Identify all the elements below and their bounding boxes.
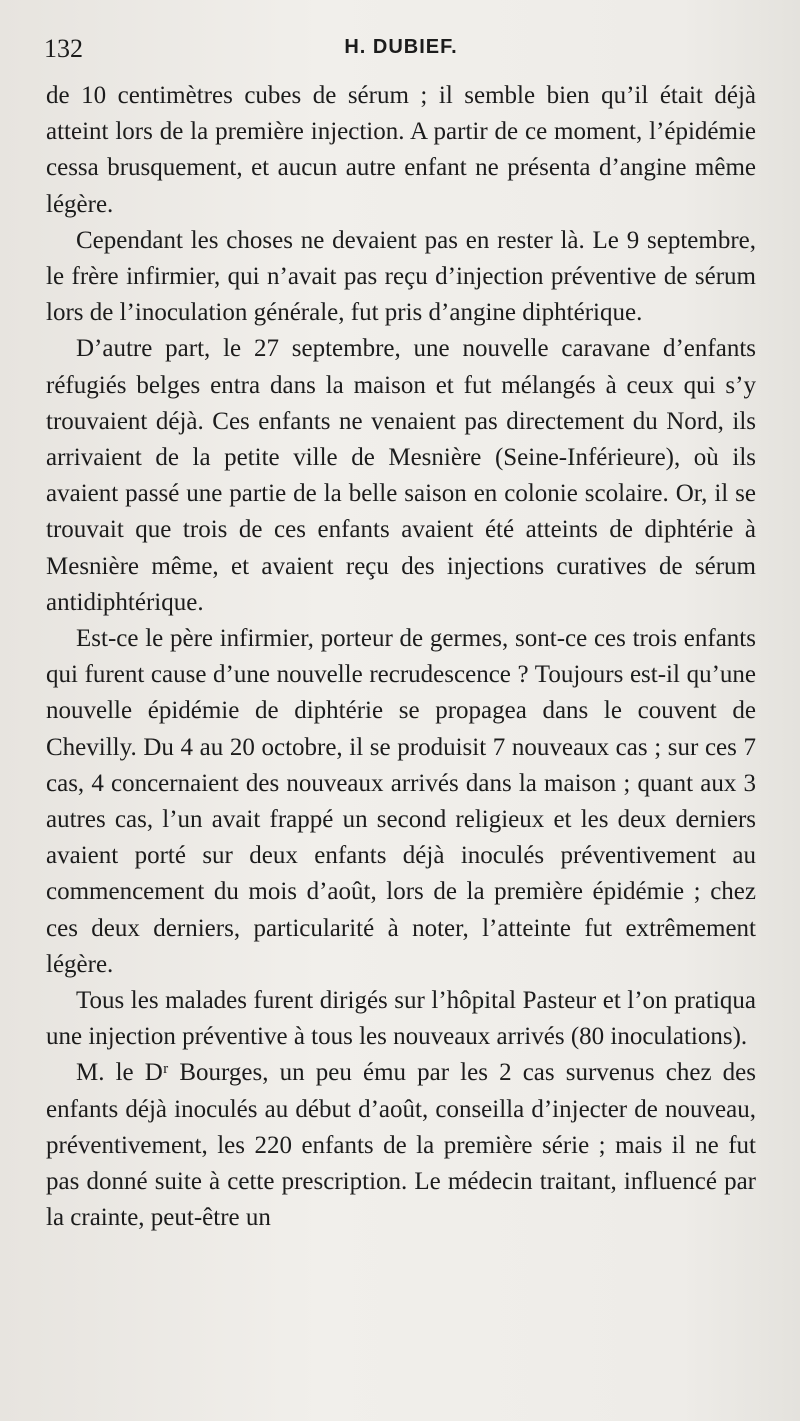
page-header bbox=[44, 30, 758, 74]
paragraph: de 10 centimètres cubes de sérum ; il semble bien qu’il était déjà atteint lors de la première injection. A partir de ce moment, l’épidémie cessa brusquement, et aucun autre enfant ne présenta d’angine même légère. bbox=[46, 82, 756, 218]
running-head: H. DUBIEF. bbox=[344, 36, 458, 58]
page-number: 132 bbox=[44, 34, 83, 63]
paragraph: Tous les malades furent dirigés sur l’hôpital Pasteur et l’on pratiqua une injection préventive à tous les nouveaux arrivés (80 inoculations). bbox=[46, 987, 756, 1051]
paragraph: Cependant les choses ne devaient pas en rester là. Le 9 septembre, le frère infirmier, qui n’avait pas reçu d’injection préventive de sérum lors de l’inoculation générale, fut pris d’angine diphtérique. bbox=[46, 226, 756, 327]
paragraph: D’autre part, le 27 septembre, une nouvelle caravane d’enfants réfugiés belges entra dans la maison et fut mélangés à ceux qui s’y trouvaient déjà. Ces enfants ne venaient pas directement du Nord, ils arrivaient de la petite ville de Mesnière (Seine-Inférieure), où ils avaient passé une partie de la belle saison en colonie scolaire. Or, il se trouvait que trois de ces enfants avaient été atteints de diphtérie à Mesnière même, et avaient reçu des injections curatives de sérum antidiphtérique. bbox=[46, 335, 756, 616]
paragraph: Est-ce le père infirmier, porteur de germes, sont-ce ces trois enfants qui furent cause d’une nouvelle recrudescence ? Toujours est-il qu’une nouvelle épidémie de diphtérie se propagea dans le couvent de Chevilly. Du 4 au 20 octobre, il se produisit 7 nouveaux cas ; sur ces 7 cas, 4 concernaient des nouveaux arrivés dans la maison ; quant aux 3 autres cas, l’un avait frappé un second religieux et les deux derniers avaient porté sur deux enfants déjà inoculés préventivement au commencement du mois d’août, lors de la première épidémie ; chez ces deux derniers, particularité à noter, l’atteinte fut extrêmement légère. bbox=[46, 625, 756, 978]
body-text bbox=[46, 78, 756, 1237]
paragraph: M. le Dʳ Bourges, un peu ému par les 2 cas survenus chez des enfants déjà inoculés au début d’août, conseilla d’injecter de nouveau, préventivement, les 220 enfants de la première série ; mais il ne fut pas donné suite à cette prescription. Le médecin traitant, influencé par la crainte, peut-être un bbox=[46, 1059, 756, 1232]
